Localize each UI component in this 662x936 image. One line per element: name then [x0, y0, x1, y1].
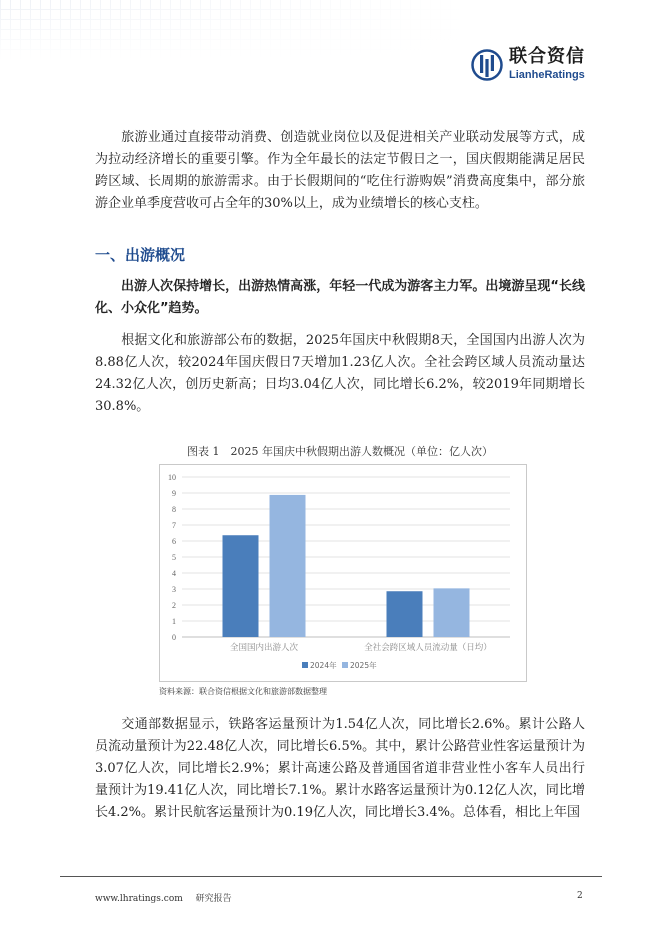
- footer-label: 研究报告: [195, 894, 232, 904]
- legend-swatch: [342, 662, 348, 668]
- y-tick-label: 4: [172, 569, 176, 578]
- bar-2024年-1: [387, 591, 423, 637]
- intro-paragraph: [95, 127, 585, 215]
- bar-chart: [160, 465, 526, 681]
- visitor-data-text: 根据文化和旅游部公布的数据，2025年国庆中秋假期8天，全国国内出游人次为8.88亿人次，较2024年国庆假日7天增加1.23亿人次。全社会跨区域人员流动量达24.32亿人次，创历史新高；日均3.04亿人次，同比增长6.2%，较2019年同期增长30.8%。: [95, 333, 585, 414]
- section-title: 一、出游概况: [95, 246, 186, 264]
- y-tick-label: 8: [172, 505, 176, 514]
- y-tick-label: 6: [172, 537, 176, 546]
- footer-url: www.lhratings.com: [95, 894, 183, 904]
- page-number: 2: [577, 891, 583, 901]
- y-tick-label: 5: [172, 553, 176, 562]
- figure-caption: 图表 1 2025 年国庆中秋假期出游人数概况（单位：亿人次）: [187, 445, 493, 458]
- chart-container: [159, 464, 527, 682]
- legend-swatch: [302, 662, 308, 668]
- visitor-data-paragraph: [95, 330, 585, 418]
- bar-2024年-0: [223, 535, 259, 637]
- bar-2025年-1: [434, 588, 470, 637]
- x-category-label: 全社会跨区域人员流动量（日均）: [364, 643, 492, 653]
- logo-chinese-name: 联合资信: [509, 46, 585, 67]
- logo-english-name: LianheRatings: [509, 69, 585, 81]
- section-lead-paragraph: [95, 276, 585, 320]
- y-tick-label: 7: [172, 521, 176, 530]
- transport-data-text: 交通部数据显示，铁路客运量预计为1.54亿人次，同比增长2.6%。累计公路人员流动量预计为22.48亿人次，同比增长6.5%。其中，累计公路营业性客运量预计为3.07亿人次，同比增长2.9%；累计高速公路及普通国省道非营业性小客车人员出行量预计为19.41亿人次，同比增长7.1%。累计水路客运量预计为0.12亿人次，同比增长4.2%。累计民航客运量预计为0.19亿人次，同比增长3.4%。总体看，相比上年国: [95, 717, 585, 820]
- y-tick-label: 2: [172, 601, 176, 610]
- header-background-pattern: [0, 0, 470, 60]
- footer-info: [95, 891, 242, 904]
- y-tick-label: 1: [172, 617, 176, 626]
- lianhe-logo-icon: [471, 48, 503, 82]
- legend-label: 2024年: [310, 661, 337, 670]
- transport-data-paragraph: [95, 714, 585, 824]
- footer-divider: [60, 876, 602, 877]
- legend-label: 2025年: [350, 661, 377, 670]
- y-tick-label: 10: [168, 473, 176, 482]
- x-category-label: 全国国内出游人次: [229, 643, 299, 653]
- section-lead-text: 出游人次保持增长，出游热情高涨，年轻一代成为游客主力军。出境游呈现“长线化、小众化”趋势。: [95, 279, 585, 316]
- y-tick-label: 3: [172, 585, 176, 594]
- figure-source: 资料来源：联合资信根据文化和旅游部数据整理: [159, 687, 327, 696]
- y-tick-label: 9: [172, 489, 176, 498]
- bar-2025年-0: [270, 495, 306, 637]
- intro-text: 旅游业通过直接带动消费、创造就业岗位以及促进相关产业联动发展等方式，成为拉动经济增长的重要引擎。作为全年最长的法定节假日之一，国庆假期能满足居民跨区域、长周期的旅游需求。由于长假期间的“吃住行游购娱”消费高度集中，部分旅游企业单季度营收可占全年的30%以上，成为业绩增长的核心支柱。: [95, 130, 585, 211]
- company-logo: [471, 47, 585, 82]
- y-tick-label: 0: [172, 633, 176, 642]
